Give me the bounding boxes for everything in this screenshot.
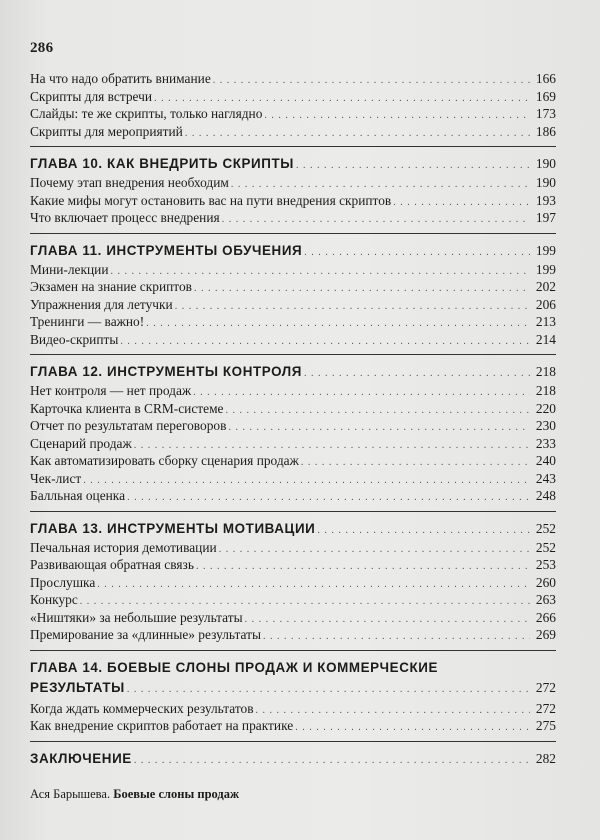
- entry-title: Нет контроля — нет продаж: [30, 383, 192, 398]
- entry-page: 214: [535, 331, 556, 347]
- toc-entry: [30, 417, 556, 435]
- toc-entry: [30, 296, 556, 314]
- footer-author: Ася Барышева.: [30, 787, 111, 801]
- entry-page: 272: [535, 700, 556, 716]
- entry-page: 248: [535, 488, 556, 503]
- entry-page: 190: [535, 175, 556, 190]
- entry-title: Балльная оценка: [30, 488, 126, 503]
- toc-entry: [30, 331, 556, 349]
- entry-title: Прослушка: [30, 574, 96, 590]
- leader-dots: [304, 364, 530, 384]
- entry-title: Как автоматизировать сборку сценария продаж: [30, 453, 299, 468]
- chapter-title: ГЛАВА 11. ИНСТРУМЕНТЫ ОБУЧЕНИЯ: [30, 242, 303, 258]
- chapter-page: 272: [535, 679, 556, 695]
- leader-dots: [127, 489, 530, 507]
- toc-chapter: [30, 512, 556, 650]
- entry-title: Сценарий продаж: [30, 435, 132, 451]
- entry-page: 220: [535, 400, 556, 416]
- toc-chapter: [30, 355, 556, 511]
- toc-entry: [30, 105, 556, 123]
- entry-title: Тренинги — важно!: [30, 314, 145, 329]
- chapter-heading: [30, 241, 556, 261]
- toc-entry: [30, 382, 556, 400]
- entry-page: 240: [535, 453, 556, 468]
- leader-dots: [317, 521, 530, 541]
- page-number: 286: [30, 40, 54, 56]
- toc-entry: [30, 609, 556, 627]
- page-footer: [30, 787, 239, 802]
- toc-entry: [30, 192, 556, 210]
- table-of-contents: [30, 66, 556, 775]
- toc-entry: [30, 123, 556, 141]
- entry-title: Какие мифы могут остановить вас на пути внедрения скриптов: [30, 192, 392, 208]
- toc-entry: [30, 470, 556, 488]
- entry-page: 275: [535, 718, 556, 733]
- leader-dots: [120, 333, 530, 351]
- chapter-page: 190: [535, 156, 556, 171]
- toc-section-continued: [30, 66, 556, 146]
- toc-entry: [30, 591, 556, 609]
- chapters-container: [30, 146, 556, 650]
- entry-title: Конкурс: [30, 592, 78, 607]
- entry-title: Чек-лист: [30, 470, 82, 486]
- chapter-heading: [30, 658, 556, 700]
- entry-title: Когда ждать коммерческих результатов: [30, 700, 254, 716]
- toc-entry: [30, 717, 556, 735]
- toc-entry: [30, 556, 556, 574]
- conclusion-heading: [30, 749, 556, 769]
- toc-entry: [30, 209, 556, 227]
- toc-entry: [30, 70, 556, 88]
- entry-title: Почему этап внедрения необходим: [30, 175, 229, 190]
- entry-title: Слайды: те же скрипты, только наглядно: [30, 106, 263, 121]
- entry-title: Упражнения для летучки: [30, 296, 173, 312]
- entry-title: Мини-лекции: [30, 261, 109, 277]
- chapter-title: ГЛАВА 10. КАК ВНЕДРИТЬ СКРИПТЫ: [30, 156, 294, 171]
- entry-page: 260: [535, 574, 556, 590]
- chapter-title-line2: РЕЗУЛЬТАТЫ: [30, 679, 125, 695]
- entry-page: 230: [535, 418, 556, 433]
- chapter-title: ГЛАВА 12. ИНСТРУМЕНТЫ КОНТРОЛЯ: [30, 364, 303, 379]
- entry-title: Отчет по результатам переговоров: [30, 418, 227, 433]
- toc-conclusion: [30, 742, 556, 775]
- entry-page: 202: [535, 279, 556, 294]
- toc-entry: [30, 313, 556, 331]
- entry-title: Как внедрение скриптов работает на практике: [30, 718, 294, 733]
- toc-entry: [30, 700, 556, 718]
- entry-title: Видео-скрипты: [30, 331, 119, 347]
- toc-entry: [30, 400, 556, 418]
- chapter-title: ГЛАВА 13. ИНСТРУМЕНТЫ МОТИВАЦИИ: [30, 520, 316, 536]
- chapter-page: 252: [535, 520, 556, 536]
- chapter-heading: [30, 154, 556, 174]
- toc-entry: [30, 261, 556, 279]
- entry-page: 266: [535, 609, 556, 625]
- entry-title: Что включает процесс внедрения: [30, 210, 220, 225]
- chapter-page: 199: [535, 242, 556, 258]
- toc-entry: [30, 435, 556, 453]
- conclusion-title: ЗАКЛЮЧЕНИЕ: [30, 750, 132, 766]
- toc-entry: [30, 88, 556, 106]
- entry-page: 186: [535, 123, 556, 139]
- toc-entry: [30, 539, 556, 557]
- entry-title: Карточка клиента в CRM-системе: [30, 400, 224, 416]
- entry-page: 243: [535, 470, 556, 486]
- leader-dots: [304, 243, 530, 263]
- toc-entry: [30, 626, 556, 644]
- entry-page: 193: [535, 192, 556, 208]
- leader-dots: [263, 628, 530, 646]
- entry-page: 269: [535, 627, 556, 642]
- footer-book-title: Боевые слоны продаж: [113, 787, 240, 801]
- toc-entry: [30, 174, 556, 192]
- chapter-title-line1: ГЛАВА 14. БОЕВЫЕ СЛОНЫ ПРОДАЖ И КОММЕРЧЕСКИЕ: [30, 659, 438, 675]
- entry-page: 197: [535, 210, 556, 225]
- entry-title: Скрипты для встречи: [30, 88, 153, 104]
- leader-dots: [134, 751, 530, 771]
- entry-title: Печальная история демотивации: [30, 539, 217, 555]
- toc-chapter: [30, 147, 556, 233]
- toc-chapter-14: [30, 651, 556, 741]
- toc-entry: [30, 278, 556, 296]
- entry-page: 173: [535, 106, 556, 121]
- entry-title: «Ништяки» за небольшие результаты: [30, 609, 243, 625]
- leader-dots: [296, 156, 530, 176]
- toc-entry: [30, 574, 556, 592]
- leader-dots: [222, 211, 530, 229]
- toc-entry: [30, 487, 556, 505]
- leader-dots: [185, 125, 530, 143]
- entry-page: 218: [535, 383, 556, 398]
- chapter-heading: [30, 519, 556, 539]
- entry-page: 199: [535, 261, 556, 277]
- toc-chapter: [30, 234, 556, 355]
- entry-page: 166: [535, 71, 556, 86]
- leader-dots: [127, 680, 530, 700]
- entry-page: 169: [535, 88, 556, 104]
- leader-dots: [295, 719, 530, 737]
- entry-page: 213: [535, 314, 556, 329]
- chapter-heading: [30, 362, 556, 382]
- entry-title: Экзамен на знание скриптов: [30, 279, 192, 294]
- entry-title: Премирование за «длинные» результаты: [30, 627, 261, 642]
- entry-title: Скрипты для мероприятий: [30, 123, 183, 139]
- entry-page: 233: [535, 435, 556, 451]
- entry-page: 253: [535, 557, 556, 572]
- entry-page: 263: [535, 592, 556, 607]
- conclusion-page: 282: [535, 750, 556, 766]
- chapter-page: 218: [535, 364, 556, 379]
- entry-title: На что надо обратить внимание: [30, 71, 211, 86]
- toc-entry: [30, 452, 556, 470]
- entry-title: Развивающая обратная связь: [30, 557, 194, 572]
- entry-page: 252: [535, 539, 556, 555]
- entry-page: 206: [535, 296, 556, 312]
